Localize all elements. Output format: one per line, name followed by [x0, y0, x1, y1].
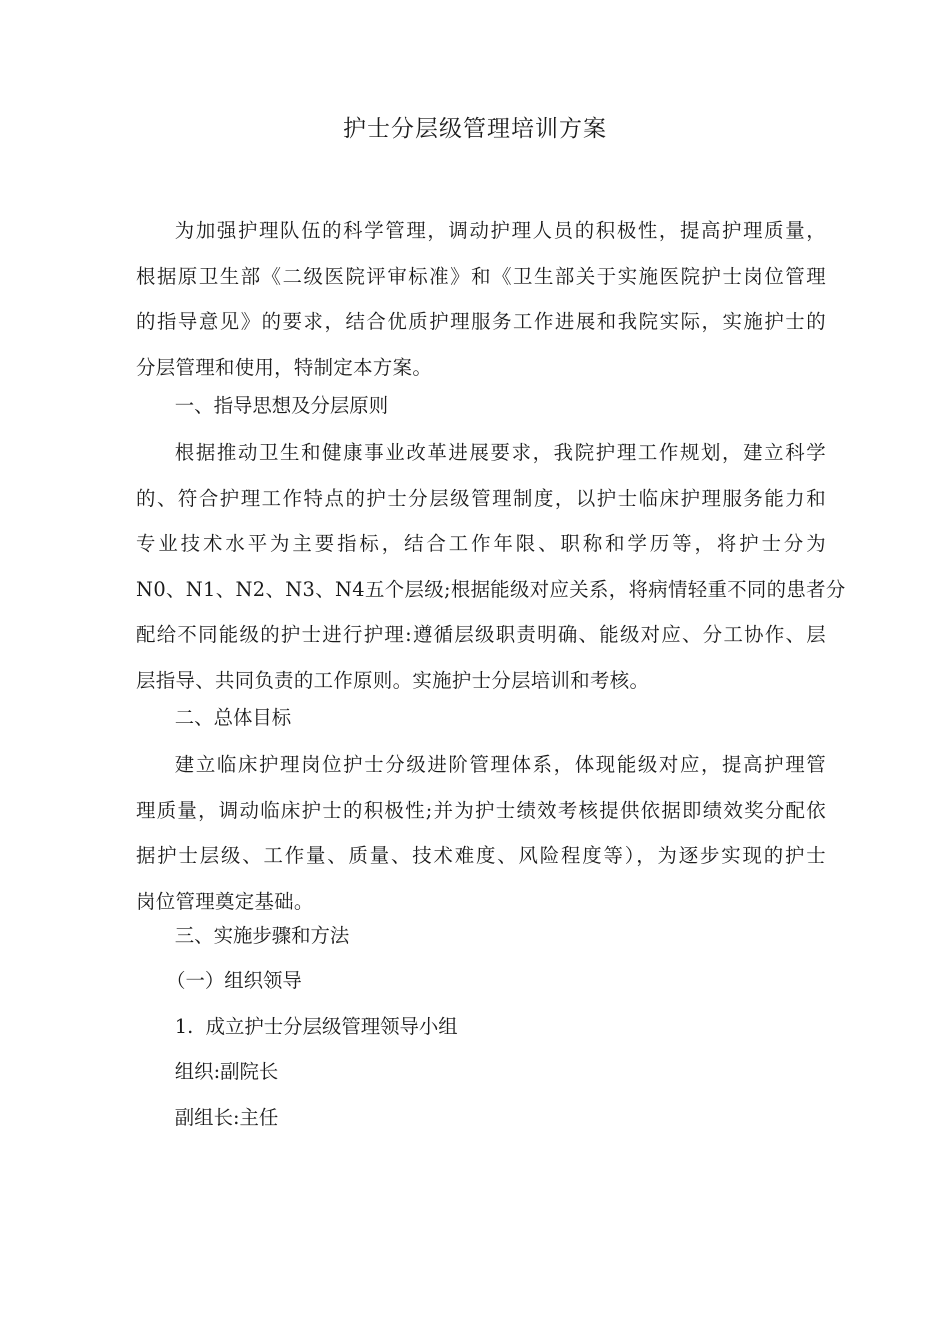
section-1-heading: 一、指导思想及分层原则: [174, 394, 389, 417]
section-1-line-5: 配给不同能级的护士进行护理:遵循层级职责明确、能级对应、分工协作、层: [136, 623, 826, 646]
intro-line-4: 分层管理和使用，特制定本方案。: [136, 355, 433, 379]
section-2-line-1: 建立临床护理岗位护士分级进阶管理体系，体现能级对应，提高护理管: [174, 753, 826, 776]
section-1-line-2: 的、符合护理工作特点的护士分层级管理制度，以护士临床护理服务能力和: [136, 486, 826, 510]
section-2-paragraph: [136, 742, 826, 924]
section-1-paragraph: [136, 430, 846, 703]
section-2-line-3: 据护士层级、工作量、质量、技术难度、风险程度等），为逐步实现的护士: [136, 844, 826, 867]
section-2-line-2: 理质量，调动临床护士的积极性;并为护士绩效考核提供依据即绩效奖分配依: [136, 798, 826, 822]
intro-paragraph: [136, 208, 826, 390]
section-2-heading: 二、总体目标: [174, 706, 292, 729]
group-leader-line: 组织:副院长: [174, 1060, 279, 1083]
intro-line-3: 的指导意见》的要求，结合优质护理服务工作进展和我院实际，实施护士的: [136, 310, 826, 333]
section-1-line-1: 根据推动卫生和健康事业改革进展要求，我院护理工作规划，建立科学: [174, 441, 826, 464]
section-2-line-4: 岗位管理奠定基础。: [136, 889, 314, 913]
subsection-1-heading: （一）组织领导: [166, 969, 302, 992]
section-1-line-6: 层指导、共同负责的工作原则。实施护士分层培训和考核。: [136, 668, 650, 692]
intro-line-1: 为加强护理队伍的科学管理，调动护理人员的积极性，提高护理质量，: [174, 219, 826, 242]
deputy-leader-line: 副组长:主任: [174, 1106, 279, 1129]
list-item-1: 1. 成立护士分层级管理领导小组: [174, 1015, 458, 1038]
section-3-heading: 三、实施步骤和方法: [174, 924, 350, 947]
document-title: 护士分层级管理培训方案: [343, 116, 607, 142]
section-1-line-3: 专业技术水平为主要指标，结合工作年限、职称和学历等，将护士分为: [136, 532, 826, 555]
intro-line-2: 根据原卫生部《二级医院评审标准》和《卫生部关于实施医院护士岗位管理: [136, 264, 826, 288]
section-1-line-4: N0、N1、N2、N3、N4五个层级;根据能级对应关系，将病情轻重不同的患者分: [136, 577, 846, 601]
